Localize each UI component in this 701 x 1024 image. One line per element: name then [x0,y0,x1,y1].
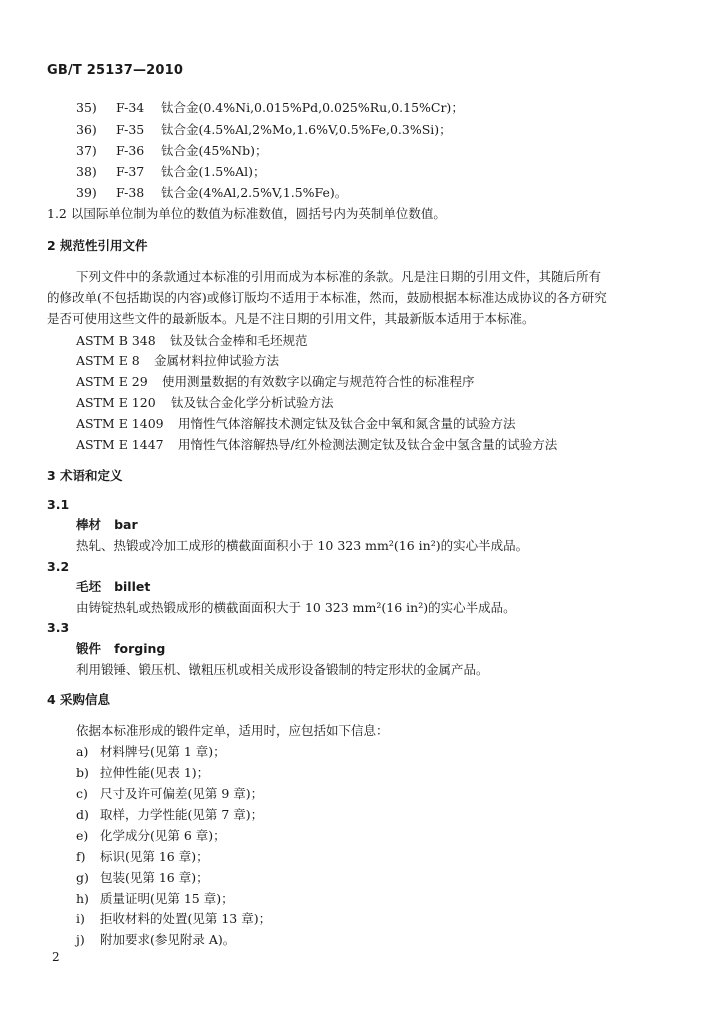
grade-code: F-38 [116,185,145,200]
reference-code: ASTM E 120 [76,395,156,410]
reference-title: 钛及钛合金棒和毛坯规范 [170,333,308,348]
term-entry [76,517,138,533]
reference-code: ASTM E 8 [76,353,140,368]
list-item [76,164,266,180]
item-text: 材料牌号(见第 1 章)； [100,744,226,759]
alloy-description: 钛合金(0.4%Ni,0.015%Pd,0.025%Ru,0.15%Cr)； [161,100,464,115]
grade-code: F-34 [116,100,145,115]
list-item [76,786,263,802]
list-item [76,828,226,844]
term-definition: 由铸锭热轧或热锻成形的横截面面积大于 10 323 mm²(16 in²)的实心半成品。 [76,600,516,615]
item-label: d) [76,807,89,822]
item-number: 39) [76,185,97,200]
list-item [76,122,452,138]
item-label: f) [76,849,86,864]
item-label: c) [76,786,88,801]
item-label: h) [76,891,89,906]
alloy-description: 钛合金(4.5%Al,2%Mo,1.6%V,0.5%Fe,0.3%Si)； [161,122,452,137]
standard-code: GB/T 25137—2010 [47,63,184,78]
reference-item [76,416,516,432]
list-item [76,765,209,781]
list-item [76,932,235,948]
term-number: 3.3 [47,620,70,635]
list-item [76,744,226,760]
list-item [76,807,263,823]
grade-code: F-35 [116,122,145,137]
list-item [76,849,209,865]
reference-title: 用惰性气体溶解热导/红外检测法测定钛及钛合金中氢含量的试验方法 [178,437,558,452]
item-label: j) [76,932,85,947]
list-item [76,911,271,927]
reference-item [76,353,279,369]
paragraph-line: 的修改单(不包括勘误的内容)或修订版均不适用于本标准，然而，鼓励根据本标准达成协议的各方研究 [47,290,607,305]
reference-code: ASTM E 29 [76,374,148,389]
item-text: 取样，力学性能(见第 7 章)； [100,807,264,822]
term-zh: 锻件 [76,641,102,656]
list-item [76,870,209,886]
reference-item [76,374,475,390]
term-en: billet [114,579,151,594]
reference-title: 钛及钛合金化学分析试验方法 [171,395,334,410]
item-text: 包装(见第 16 章)； [100,870,209,885]
item-label: i) [76,911,85,926]
term-entry [76,641,165,657]
paragraph-line: 是否可使用这些文件的最新版本。凡是不注日期的引用文件，其最新版本适用于本标准。 [47,311,535,326]
alloy-description: 钛合金(1.5%Al)； [161,164,266,179]
grade-code: F-36 [116,143,145,158]
section-heading: 4 采购信息 [47,692,111,707]
paragraph-line: 依据本标准形成的锻件定单，适用时，应包括如下信息： [76,723,389,738]
reference-code: ASTM E 1409 [76,416,164,431]
term-zh: 毛坯 [76,579,102,594]
list-item [76,185,347,201]
page-number: 2 [52,950,60,964]
item-number: 37) [76,143,97,158]
alloy-description: 钛合金(45%Nb)； [161,143,268,158]
item-label: e) [76,828,89,843]
term-definition: 利用锻锤、锻压机、镦粗压机或相关成形设备锻制的特定形状的金属产品。 [76,662,489,677]
item-text: 拒收材料的处置(见第 13 章)； [100,911,272,926]
reference-item [76,333,308,349]
list-item [76,143,267,159]
reference-code: ASTM B 348 [76,333,156,348]
item-number: 35) [76,100,97,115]
item-number: 38) [76,164,97,179]
reference-title: 使用测量数据的有效数字以确定与规范符合性的标准程序 [162,374,475,389]
term-definition: 热轧、热锻或冷加工成形的横截面面积小于 10 323 mm²(16 in²)的实心半成品。 [76,538,529,553]
item-number: 36) [76,122,97,137]
item-text: 质量证明(见第 15 章)； [100,891,234,906]
reference-item [76,395,334,411]
item-label: b) [76,765,89,780]
item-text: 附加要求(参见附录 A)。 [100,932,236,947]
reference-title: 金属材料拉伸试验方法 [154,353,280,368]
term-en: forging [114,641,166,656]
paragraph-line: 下列文件中的条款通过本标准的引用而成为本标准的条款。凡是注日期的引用文件，其随后所有 [76,269,602,284]
item-label: a) [76,744,89,759]
reference-code: ASTM E 1447 [76,437,164,452]
grade-code: F-37 [116,164,145,179]
reference-title: 用惰性气体溶解技术测定钛及钛合金中氧和氮含量的试验方法 [178,416,516,431]
term-number: 3.1 [47,497,70,512]
alloy-description: 钛合金(4%Al,2.5%V,1.5%Fe)。 [161,185,348,200]
list-item [76,100,464,116]
item-text: 化学成分(见第 6 章)； [100,828,226,843]
section-heading: 2 规范性引用文件 [47,238,148,253]
item-label: g) [76,870,89,885]
term-en: bar [114,517,138,532]
section-heading: 3 术语和定义 [47,468,123,483]
item-text: 拉伸性能(见表 1)； [100,765,210,780]
term-zh: 棒材 [76,517,102,532]
term-number: 3.2 [47,559,70,574]
item-text: 标识(见第 16 章)； [100,849,209,864]
item-text: 尺寸及许可偏差(见第 9 章)； [100,786,264,801]
clause-1-2: 1.2 以国际单位制为单位的数值为标准数值，圆括号内为英制单位数值。 [47,206,446,221]
list-item [76,891,234,907]
term-entry [76,579,150,595]
reference-item [76,437,557,453]
